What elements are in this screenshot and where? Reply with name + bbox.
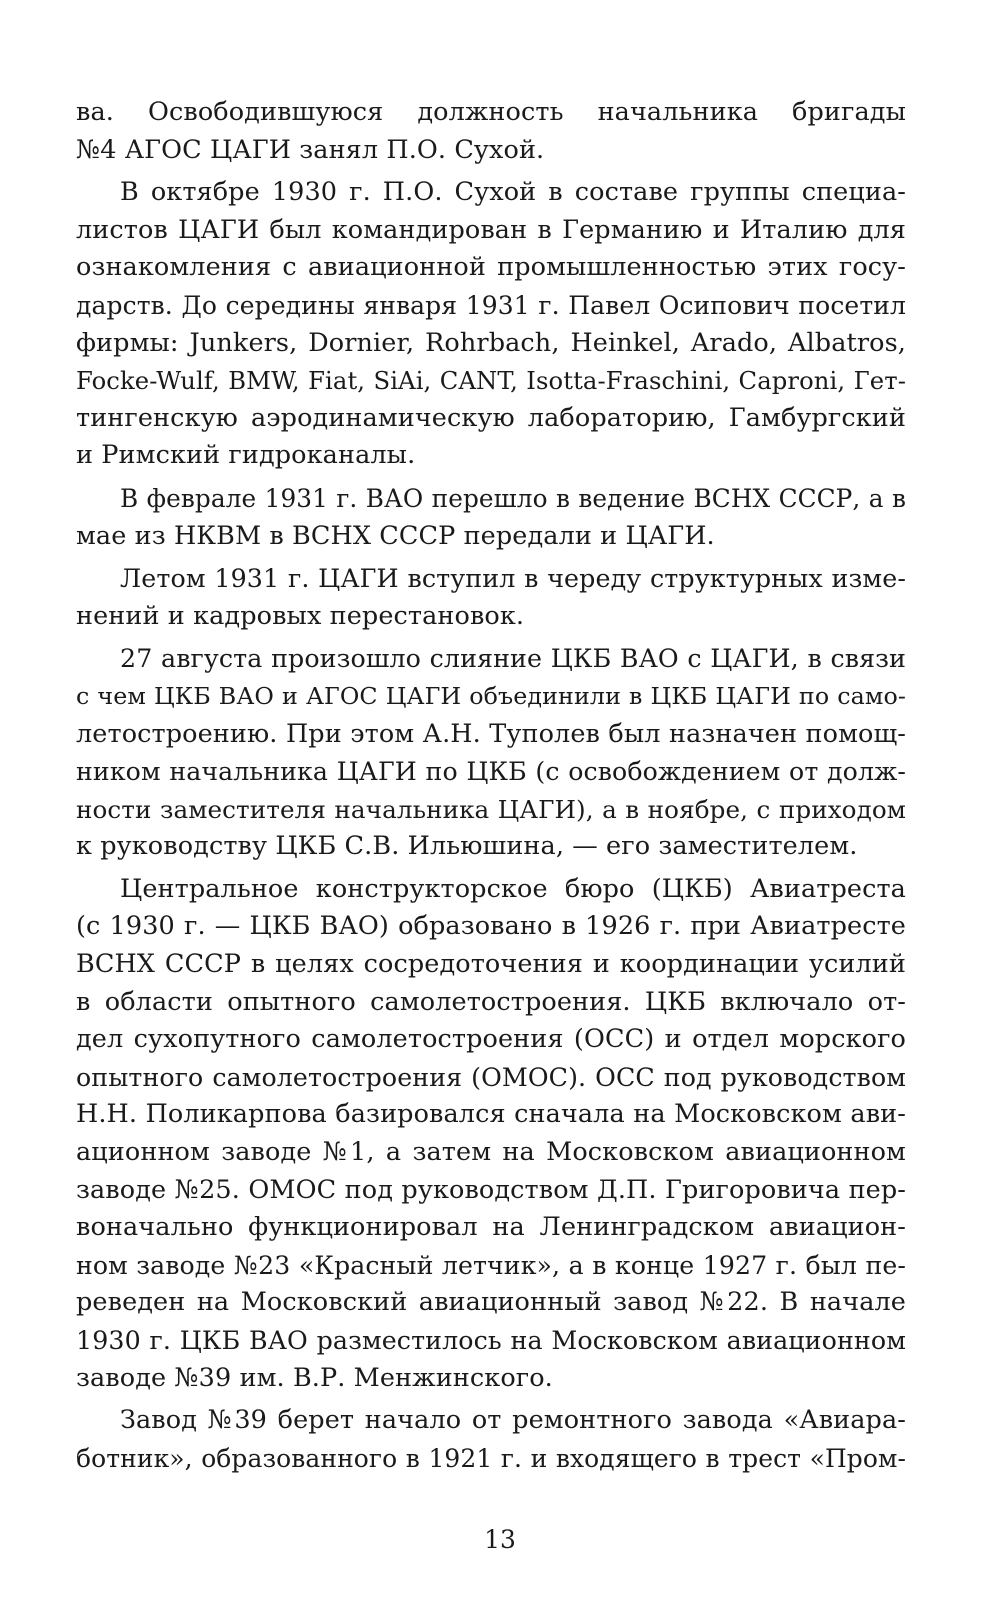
text-line: ном заводе №23 «Красный летчик», а в конце 1927 г. был пе- xyxy=(76,1250,906,1280)
text-line: ационном заводе №1, а затем на Московском авиационном xyxy=(76,1137,906,1168)
text-line: опытного самолетостроения (ОМОС). ОСС под руководством xyxy=(76,1062,906,1092)
paragraph-1 xyxy=(76,94,906,169)
text-line: летостроению. При этом А.Н. Туполев был назначен помощ- xyxy=(76,718,906,749)
text-line: Н.Н. Поликарпова базировался сначала на Московском ави- xyxy=(76,1099,906,1130)
text-line: (с 1930 г. — ЦКБ ВАО) образовано в 1926 г. при Авиатресте xyxy=(76,911,906,942)
text-line: в области опытного самолетостроения. ЦКБ включало от- xyxy=(76,986,906,1017)
paragraph-6 xyxy=(76,871,906,1397)
text-line: В октябре 1930 г. П.О. Сухой в составе группы специа- xyxy=(120,177,906,208)
paragraph-2 xyxy=(76,174,906,475)
body-text xyxy=(76,94,906,1477)
text-line: 27 августа произошло слияние ЦКБ ВАО с ЦАГИ, в связи xyxy=(120,644,906,674)
text-line: ником начальника ЦАГИ по ЦКБ (с освобождением от долж- xyxy=(76,757,906,787)
text-line: В феврале 1931 г. ВАО перешло в ведение ВСНХ СССР, а в xyxy=(120,483,906,513)
text-line: №4 АГОС ЦАГИ занял П.О. Сухой. xyxy=(76,134,545,165)
text-line: нений и кадровых перестановок. xyxy=(76,600,525,631)
text-line: дел сухопутного самолетостроения (ОСС) и отдел морского xyxy=(76,1024,906,1055)
paragraph-5 xyxy=(76,640,906,866)
text-line: воначально функционировал на Ленинградском авиацион- xyxy=(76,1212,906,1243)
text-line: Центральное конструкторское бюро (ЦКБ) Авиатреста xyxy=(120,873,906,904)
text-line: ва. Освободившуюся должность начальника бригады xyxy=(76,97,906,127)
text-line: Летом 1931 г. ЦАГИ вступил в череду структурных изме- xyxy=(120,563,906,594)
text-line: дарств. До середины января 1931 г. Павел Осипович посетил xyxy=(76,290,906,320)
paragraph-7 xyxy=(76,1402,906,1477)
text-line: листов ЦАГИ был командирован в Германию и Италию для xyxy=(76,214,906,245)
text-line: и Римский гидроканалы. xyxy=(76,440,416,471)
text-line: ВСНХ СССР в целях сосредоточения и координации усилий xyxy=(76,949,906,980)
text-line: заводе №39 им. В.Р. Менжинского. xyxy=(76,1362,553,1393)
text-line: Focke-Wulf, BMW, Fiat, SiAi, CANT, Isotta-Fraschini, Caproni, Гет- xyxy=(76,366,906,396)
paragraph-3 xyxy=(76,480,906,555)
text-line: мае из НКВМ в ВСНХ СССР передали и ЦАГИ. xyxy=(76,520,715,551)
text-line: к руководству ЦКБ С.В. Ильюшина, — его заместителем. xyxy=(76,831,858,862)
text-line: реведен на Московский авиационный завод №22. В начале xyxy=(76,1287,906,1318)
text-line: ности заместителя начальника ЦАГИ), а в ноябре, с приходом xyxy=(76,794,906,824)
text-line: тингенскую аэродинамическую лабораторию, Гамбургский xyxy=(76,402,906,433)
text-line: Завод №39 берет начало от ремонтного завода «Авиара- xyxy=(120,1405,906,1436)
paragraph-4 xyxy=(76,560,906,635)
text-line: с чем ЦКБ ВАО и АГОС ЦАГИ объединили в ЦКБ ЦАГИ по само- xyxy=(76,681,906,710)
page-number: 13 xyxy=(484,1525,516,1554)
text-line: фирмы: Junkers, Dornier, Rohrbach, Heinkel, Arado, Albatros, xyxy=(76,327,906,358)
text-line: заводе №25. ОМОС под руководством Д.П. Григоровича пер- xyxy=(76,1174,906,1205)
text-line: 1930 г. ЦКБ ВАО разместилось на Московском авиационном xyxy=(76,1326,906,1355)
text-line: ознакомления с авиационной промышленностью этих госу- xyxy=(76,252,906,283)
text-line: ботник», образованного в 1921 г. и входящего в трест «Пром- xyxy=(76,1443,906,1473)
